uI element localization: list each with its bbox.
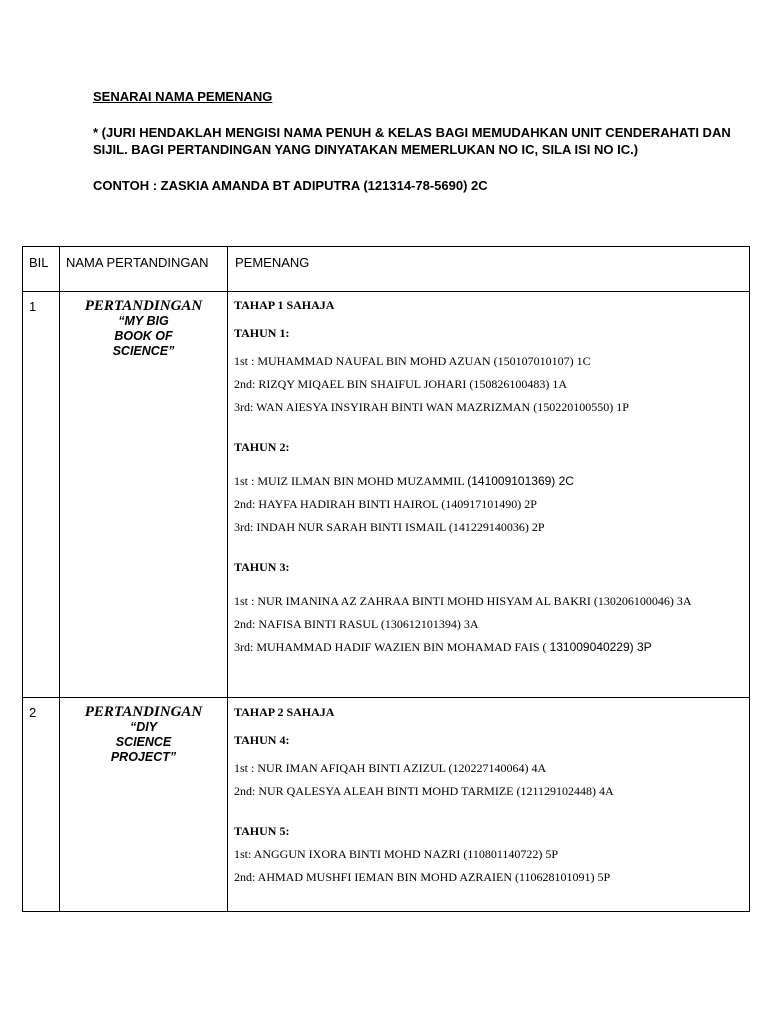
winner-entry: 3rd: WAN AIESYA INSYIRAH BINTI WAN MAZRIZMAN (150220100550) 1P <box>234 400 629 414</box>
header-cell-bil: BIL <box>23 247 60 292</box>
table-header-row <box>23 247 750 292</box>
year-label: TAHUN 4: <box>234 733 290 747</box>
winners-cell <box>228 698 750 912</box>
page-title: SENARAI NAMA PEMENANG <box>93 89 273 104</box>
stage-label: TAHAP 2 SAHAJA <box>234 705 335 719</box>
winner-entry: 2nd: HAYFA HADIRAH BINTI HAIROL (140917101490) 2P <box>234 497 537 511</box>
winner-entry: 2nd: RIZQY MIQAEL BIN SHAIFUL JOHARI (150826100483) 1A <box>234 377 567 391</box>
stage-label: TAHAP 1 SAHAJA <box>234 298 335 312</box>
winner-entry: 1st : NUR IMAN AFIQAH BINTI AZIZUL (120227140064) 4A <box>234 761 547 775</box>
year-label: TAHUN 1: <box>234 326 290 340</box>
header-cell-winner: PEMENANG <box>228 247 750 292</box>
row-number-cell: 2 <box>23 698 60 912</box>
document-header <box>93 88 733 194</box>
competition-label: PERTANDINGAN <box>84 704 203 720</box>
table-row <box>23 292 750 698</box>
year-label: TAHUN 2: <box>234 440 290 454</box>
winner-entry: 1st : MUHAMMAD NAUFAL BIN MOHD AZUAN (150107010107) 1C <box>234 354 591 368</box>
winner-entry: 1st : NUR IMANINA AZ ZAHRAA BINTI MOHD HISYAM AL BAKRI (130206100046) 3A <box>234 594 692 608</box>
row-number-cell: 1 <box>23 292 60 698</box>
competition-cell <box>60 292 228 698</box>
winners-table <box>22 246 750 912</box>
winner-entry: 1st: ANGGUN IXORA BINTI MOHD NAZRI (110801140722) 5P <box>234 847 559 861</box>
header-cell-competition: NAMA PERTANDINGAN <box>60 247 228 292</box>
instruction-note: * (JURI HENDAKLAH MENGISI NAMA PENUH & KELAS BAGI MEMUDAHKAN UNIT CENDERAHATI DAN SIJIL. BAGI PERTANDINGAN YANG DINYATAKAN MEMERLUKAN NO IC, SILA ISI NO IC.) <box>93 124 731 157</box>
competition-label: PERTANDINGAN <box>84 298 203 314</box>
competition-name: “MY BIG BOOK OF SCIENCE” <box>112 314 175 358</box>
winner-entry: 1st : MUIZ ILMAN BIN MOHD MUZAMMIL (141009101369) 2C <box>234 474 574 488</box>
example-line: CONTOH : ZASKIA AMANDA BT ADIPUTRA (121314-78-5690) 2C <box>93 177 488 193</box>
winner-entry: 2nd: NUR QALESYA ALEAH BINTI MOHD TARMIZE (121129102448) 4A <box>234 784 614 798</box>
winner-entry: 2nd: NAFISA BINTI RASUL (130612101394) 3A <box>234 617 479 631</box>
year-label: TAHUN 5: <box>234 824 290 838</box>
winner-entry: 2nd: AHMAD MUSHFI IEMAN BIN MOHD AZRAIEN (110628101091) 5P <box>234 870 611 884</box>
winner-entry: 3rd: MUHAMMAD HADIF WAZIEN BIN MOHAMAD FAIS ( 131009040229) 3P <box>234 640 652 654</box>
competition-name: “DIY SCIENCE PROJECT” <box>110 720 177 764</box>
winners-cell <box>228 292 750 698</box>
year-label: TAHUN 3: <box>234 560 290 574</box>
competition-cell <box>60 698 228 912</box>
winner-entry: 3rd: INDAH NUR SARAH BINTI ISMAIL (141229140036) 2P <box>234 520 545 534</box>
table-row <box>23 698 750 912</box>
